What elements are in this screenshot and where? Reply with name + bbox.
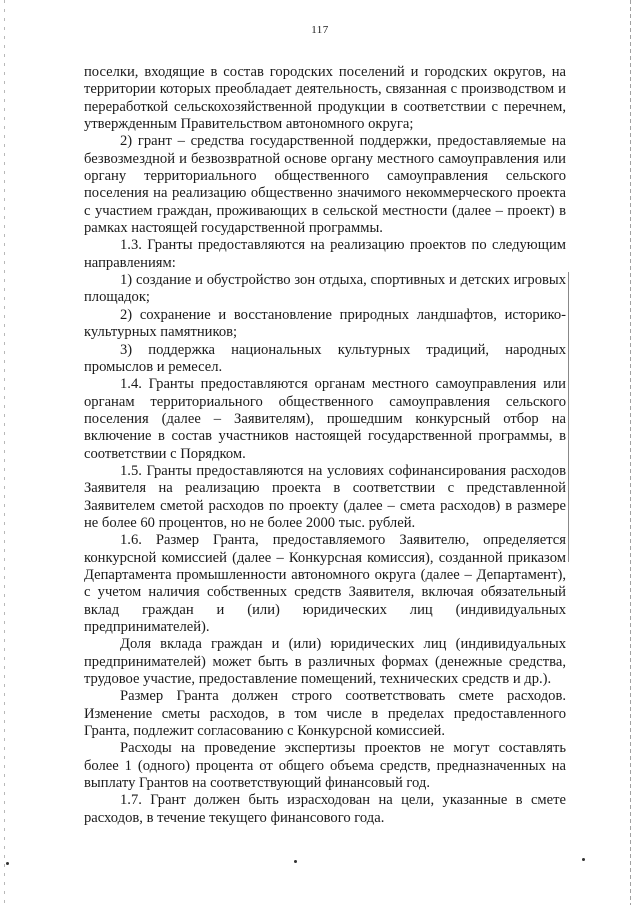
scan-speck — [6, 862, 9, 865]
paragraph-contribution-share: Доля вклада граждан и (или) юридических лиц (индивидуальных предпринимателей) может быть в различных формах (денежные средства, трудовое участие, предоставление помещений, технических средств и др.). — [84, 636, 566, 688]
paragraph-direction-1: 1) создание и обустройство зон отдыха, спортивных и детских игровых площадок; — [84, 272, 566, 306]
margin-rule — [568, 272, 569, 562]
page-number: 117 — [311, 24, 329, 36]
document-body — [84, 64, 566, 827]
paragraph-1-5: 1.5. Гранты предоставляются на условиях софинансирования расходов Заявителя на реализацию проекта в соответствии с представленной Заявителем сметой расходов по проекту (далее – смета расходов) в размере не более 60 процентов, но не более 2000 тыс. рублей. — [84, 462, 566, 531]
paragraph-1-7: 1.7. Грант должен быть израсходован на цели, указанные в смете расходов, в течение текущего финансового года. — [84, 792, 566, 826]
scan-left-edge — [4, 0, 5, 905]
paragraph-expertise-costs: Расходы на проведение экспертизы проектов не могут составлять более 1 (одного) процента от общего объема средств, предназначенных на выплату Грантов на соответствующий финансовый год. — [84, 740, 566, 792]
paragraph-continuation: поселки, входящие в состав городских поселений и городских округов, на территории которых преобладает деятельность, связанная с производством и переработкой сельскохозяйственной продукции в соответствии с перечнем, утвержденным Правительством автономного округа; — [84, 64, 566, 133]
scan-speck — [294, 860, 297, 863]
paragraph-direction-3: 3) поддержка национальных культурных традиций, народных промыслов и ремесел. — [84, 341, 566, 375]
paragraph-1-3: 1.3. Гранты предоставляются на реализацию проектов по следующим направлениям: — [84, 237, 566, 271]
scan-speck — [582, 858, 585, 861]
scan-right-edge — [630, 0, 631, 905]
paragraph-1-4: 1.4. Гранты предоставляются органам местного самоуправления или органам территориального общественного самоуправления сельского поселения (далее – Заявителям), прошедшим конкурсный отбор на включение в состав участников настоящей государственной программы, в соответствии с Порядком. — [84, 376, 566, 462]
paragraph-grant-definition: 2) грант – средства государственной поддержки, предоставляемые на безвозмездной и безвозвратной основе органу местного самоуправления или органу территориального общественного самоуправления сельского поселения на реализацию общественно значимого некоммерческого проекта с участием граждан, проживающих в сельской местности (далее – проект) в рамках настоящей государственной программы. — [84, 133, 566, 237]
paragraph-direction-2: 2) сохранение и восстановление природных ландшафтов, историко-культурных памятников; — [84, 306, 566, 341]
paragraph-1-6: 1.6. Размер Гранта, предоставляемого Заявителю, определяется конкурсной комиссией (далее – Конкурсная комиссия), созданной приказом Департамента промышленности автономного округа (далее – Департамент), с учетом наличия собственных средств Заявителя, включая обязательный вклад граждан и (или) юридических лиц (индивидуальных предпринимателей). — [84, 532, 566, 635]
paragraph-grant-size: Размер Гранта должен строго соответствовать смете расходов. Изменение сметы расходов, в том числе в пределах предоставленного Гранта, подлежит согласованию с Конкурсной комиссией. — [84, 688, 566, 740]
